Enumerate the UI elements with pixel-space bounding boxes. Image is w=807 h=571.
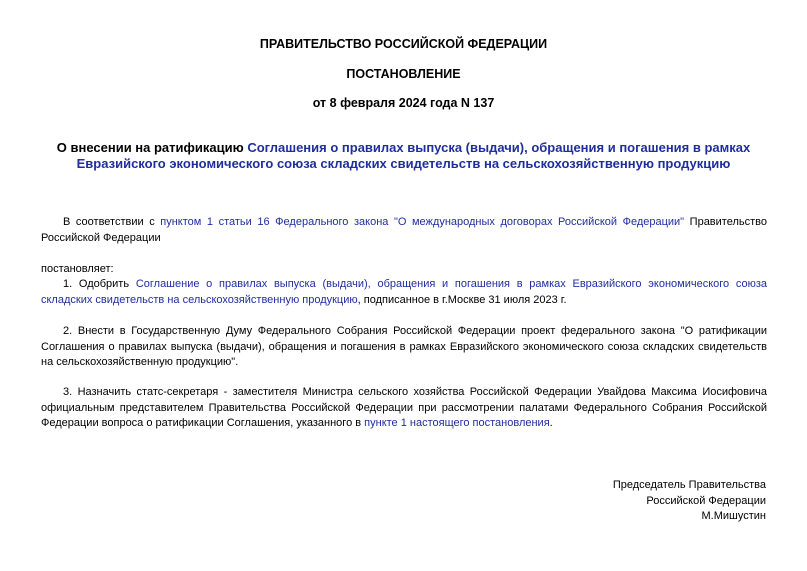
item-3-paragraph — [41, 385, 767, 432]
signature-block — [506, 478, 766, 525]
signature-country-line: Российской Федерации — [646, 494, 766, 507]
title-agreement-link[interactable]: Соглашения о правилах выпуска (выдачи), обращения и погашения в рамках Евразийского экономического союза складских свидетельств на сельскохозяйственную продукцию — [76, 140, 751, 171]
item-1-suffix: , подписанное в г.Москве 31 июля 2023 г. — [357, 293, 567, 306]
date-number-heading: от 8 февраля 2024 года N 137 — [312, 96, 495, 110]
document-type-heading: ПОСТАНОВЛЕНИЕ — [346, 67, 461, 81]
resolves-label: постановляет: — [41, 263, 114, 275]
government-heading: ПРАВИТЕЛЬСТВО РОССИЙСКОЙ ФЕДЕРАЦИИ — [259, 37, 548, 51]
item-2-paragraph: 2. Внести в Государственную Думу Федерального Собрания Российской Федерации проект федерального закона "О ратификации Соглашения о правилах выпуска (выдачи), обращения и погашения в рамках Евразийского экономического союза складских свидетельств на сельскохозяйственную продукцию". — [41, 325, 767, 368]
preamble-prefix: В соответствии с — [63, 216, 161, 228]
item-3-suffix: . — [549, 417, 553, 429]
document-title — [40, 140, 767, 172]
point-1-link[interactable]: пункте 1 настоящего постановления — [364, 417, 550, 429]
title-prefix: О внесении на ратификацию — [56, 140, 248, 155]
item-1-paragraph — [41, 277, 767, 308]
item-3-prefix: 3. Назначить статс-секретаря - заместителя Министра сельского хозяйства Российской Федерации Увайдова Максима Иосифовича официальным представителем Правительства Российской Федерации при рассмотрении палатами Федерального Собрания Российской Федерации вопроса о ратификации Соглашения, указанного в — [41, 386, 767, 429]
preamble-suffix: Правительство Российской Федерации — [41, 216, 767, 244]
signature-name: М.Мишустин — [701, 510, 766, 522]
agreement-link[interactable]: Соглашение о правилах выпуска (выдачи), обращения и погашения в рамках Евразийского экономического союза складских свидетельств на сельскохозяйственную продукцию — [41, 278, 768, 306]
signature-title-line: Председатель Правительства — [612, 479, 766, 491]
item-1-prefix: 1. Одобрить — [63, 278, 136, 290]
preamble-paragraph — [41, 215, 767, 246]
federal-law-link[interactable]: пунктом 1 статьи 16 Федерального закона "О международных договорах Российской Федерации" — [160, 216, 685, 228]
